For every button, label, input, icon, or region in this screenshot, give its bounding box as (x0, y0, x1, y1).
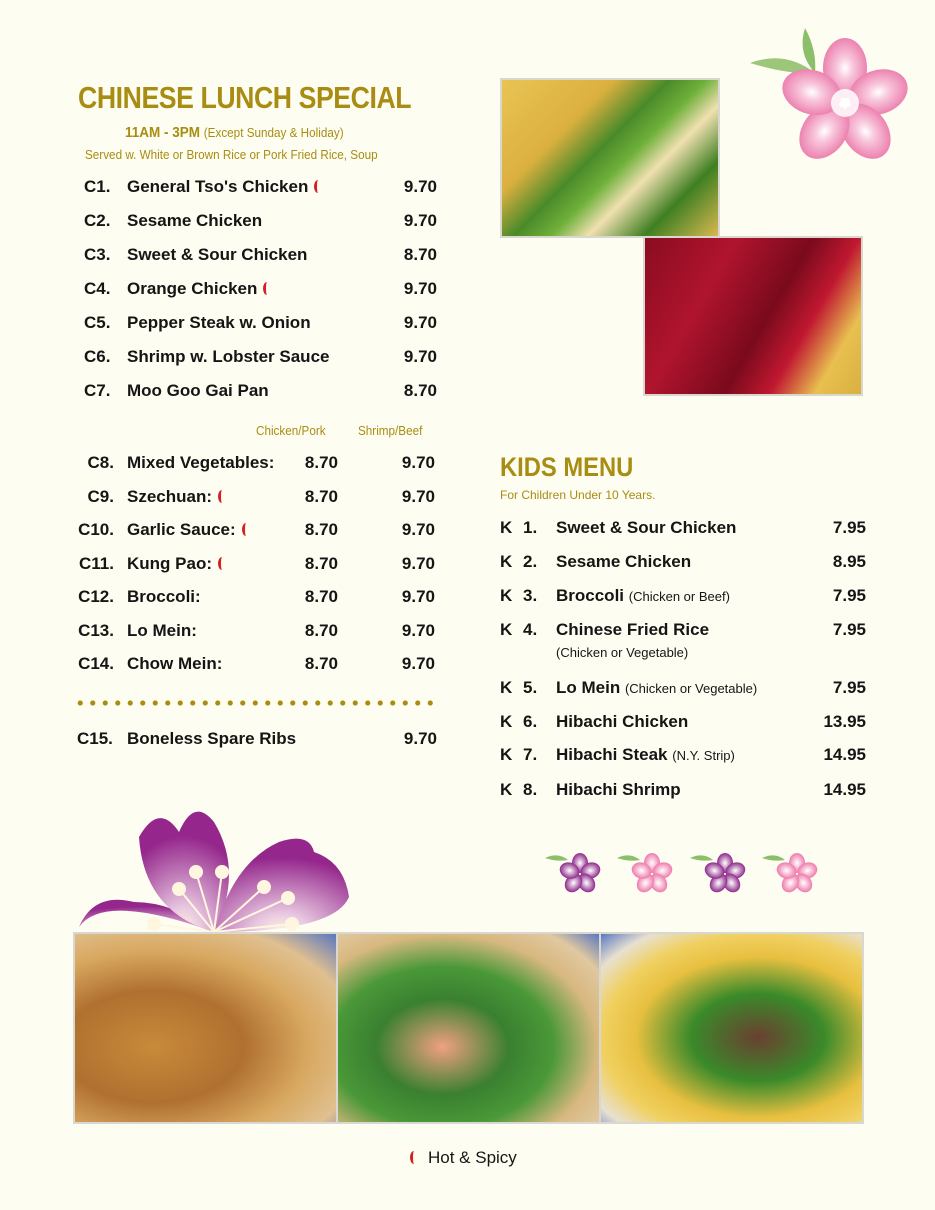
item-price: 9.70 (403, 279, 437, 298)
hours-text: 11AM - 3PM (125, 124, 201, 141)
menu-item (0, 654, 440, 676)
hours-note: (Except Sunday & Holiday) (203, 125, 344, 140)
pink-flower-icon (745, 25, 915, 165)
item-prefix: K (500, 552, 513, 571)
item-number: C8. (87, 453, 114, 472)
item-number: C14. (78, 654, 114, 673)
item-name-wrap (127, 381, 269, 401)
menu-item (0, 245, 440, 267)
legend-label: Hot & Spicy (428, 1148, 517, 1167)
kids-menu-item (0, 518, 868, 540)
item-price-shrimp-beef: 9.70 (401, 620, 435, 640)
item-price: 7.95 (832, 518, 866, 537)
item-name: Mixed Vegetables: (127, 453, 275, 472)
chili-pepper-icon (314, 180, 322, 193)
item-number: C13. (78, 620, 114, 640)
flower-row-icon (540, 840, 830, 900)
menu-item (0, 381, 440, 403)
kids-menu-item (0, 586, 868, 608)
item-number: C10. (78, 520, 114, 539)
item-price-shrimp-beef: 9.70 (401, 553, 435, 573)
item-price: 7.95 (832, 586, 866, 605)
item-price: 9.70 (403, 729, 437, 748)
item-number: 2. (523, 552, 538, 571)
item-name-wrap (556, 620, 709, 640)
item-name: Pepper Steak w. Onion (127, 313, 311, 332)
item-name: Garlic Sauce: (127, 520, 236, 539)
kids-menu-item (0, 745, 868, 767)
item-name-wrap (556, 745, 735, 765)
food-photo-orange-beef (643, 236, 863, 396)
item-name-wrap (127, 177, 322, 197)
kids-menu-item (0, 620, 868, 660)
kids-menu-item (0, 712, 868, 734)
item-name: Broccoli: (127, 587, 201, 606)
item-number: C11. (79, 553, 114, 573)
item-number: C2. (84, 211, 111, 230)
item-price: 14.95 (823, 745, 866, 764)
dotted-divider (74, 700, 436, 706)
item-number: 7. (523, 745, 538, 764)
item-price: 8.70 (403, 381, 437, 400)
item-name: Broccoli (556, 586, 625, 605)
item-name-wrap (127, 211, 262, 231)
item-name: Hibachi Chicken (556, 712, 689, 731)
item-note: (Chicken or Beef) (628, 589, 730, 604)
item-prefix: K (500, 712, 513, 731)
item-name: Orange Chicken (127, 279, 258, 298)
item-name: Sweet & Sour Chicken (556, 518, 737, 537)
menu-item (0, 347, 440, 369)
item-name-wrap (127, 654, 222, 674)
menu-item (0, 211, 440, 233)
item-name: Kung Pao: (127, 553, 212, 573)
item-name: Shrimp w. Lobster Sauce (127, 347, 330, 366)
item-name-wrap (127, 245, 307, 265)
item-name: Hibachi Steak (556, 745, 668, 764)
item-price-chicken-pork: 8.70 (304, 587, 338, 606)
kids-menu-item (0, 678, 868, 700)
item-number: C15. (77, 729, 113, 748)
item-name-wrap (556, 712, 688, 732)
item-name: Lo Mein (556, 678, 621, 697)
item-name-wrap (127, 487, 226, 507)
purple-flower-icon (74, 792, 354, 937)
item-price-chicken-pork: 8.70 (304, 453, 338, 472)
served-with-note: Served w. White or Brown Rice or Pork Fried Rice, Soup (85, 147, 378, 162)
item-number: C12. (78, 587, 114, 606)
item-number: C1. (84, 177, 111, 196)
food-photo-shrimp-broccoli (336, 932, 601, 1124)
lunch-special-title: CHINESE LUNCH SPECIAL (78, 80, 412, 115)
item-price: 7.95 (832, 620, 866, 639)
chili-pepper-icon (263, 282, 271, 295)
item-name: Hibachi Shrimp (556, 780, 681, 799)
menu-item (0, 453, 440, 475)
item-name-wrap (127, 347, 329, 367)
item-note: (N.Y. Strip) (672, 748, 735, 763)
item-name: Sweet & Sour Chicken (127, 245, 308, 264)
item-name-wrap (556, 552, 691, 572)
item-prefix: K (500, 620, 513, 639)
item-name-wrap (127, 313, 311, 333)
chili-pepper-icon (410, 1151, 418, 1164)
item-price-shrimp-beef: 9.70 (401, 520, 435, 539)
item-name: Chinese Fried Rice (556, 620, 710, 639)
item-price: 7.95 (832, 678, 866, 697)
item-name-wrap (127, 279, 271, 299)
item-name-wrap (556, 678, 757, 698)
item-name: Chow Mein: (127, 654, 223, 673)
item-name: Lo Mein: (127, 620, 197, 640)
item-name: Moo Goo Gai Pan (127, 381, 269, 400)
item-number: C3. (84, 245, 111, 264)
item-price: 9.70 (403, 211, 437, 230)
item-name-wrap (556, 518, 736, 538)
item-price: 14.95 (823, 780, 866, 799)
food-photo-pepper-steak (599, 932, 864, 1124)
kids-menu-item (0, 552, 868, 574)
menu-item (0, 487, 440, 509)
column-header-shrimp-beef: Shrimp/Beef (358, 423, 423, 438)
lunch-hours (125, 124, 344, 141)
item-number: 5. (523, 678, 538, 697)
item-prefix: K (500, 780, 513, 799)
item-name-wrap (556, 780, 681, 800)
item-price-chicken-pork: 8.70 (304, 520, 338, 539)
item-prefix: K (500, 745, 513, 764)
item-name: Sesame Chicken (127, 211, 263, 230)
item-number: C7. (84, 381, 111, 400)
food-photo-lo-mein-fried-rice (73, 932, 338, 1124)
item-note-below: (Chicken or Vegetable) (556, 645, 689, 660)
item-number: C6. (84, 347, 111, 366)
item-price-shrimp-beef: 9.70 (401, 654, 435, 673)
item-price: 9.70 (403, 313, 437, 332)
item-number: C9. (87, 486, 114, 506)
menu-item (0, 279, 440, 301)
item-price-shrimp-beef: 9.70 (401, 453, 435, 472)
item-price: 8.70 (403, 245, 437, 264)
item-number: 4. (523, 620, 538, 639)
spicy-legend (410, 1148, 517, 1168)
item-price-chicken-pork: 8.70 (304, 486, 338, 506)
item-prefix: K (500, 586, 513, 605)
item-price-chicken-pork: 8.70 (304, 654, 338, 673)
item-price: 9.70 (403, 177, 437, 196)
item-price: 8.95 (832, 552, 866, 571)
item-name-wrap (127, 453, 274, 473)
item-price-chicken-pork: 8.70 (304, 620, 338, 640)
item-number: 6. (523, 712, 538, 731)
column-header-chicken-pork: Chicken/Pork (256, 423, 326, 438)
food-photo-broccoli-chicken (500, 78, 720, 238)
item-number: C5. (84, 313, 111, 332)
item-name: Sesame Chicken (556, 552, 692, 571)
item-name-wrap (556, 586, 730, 606)
item-prefix: K (500, 678, 513, 697)
item-name: Boneless Spare Ribs (127, 729, 297, 748)
item-price: 9.70 (403, 347, 437, 366)
item-price-shrimp-beef: 9.70 (401, 486, 435, 506)
item-number: 1. (523, 518, 538, 537)
item-name: Szechuan: (127, 486, 213, 506)
item-name: General Tso's Chicken (127, 177, 309, 196)
chili-pepper-icon (218, 490, 226, 503)
item-number: 8. (523, 780, 538, 799)
menu-item (0, 177, 440, 199)
item-note: (Chicken or Vegetable) (624, 681, 758, 696)
item-prefix: K (500, 518, 513, 537)
item-price: 13.95 (823, 712, 866, 731)
item-price-chicken-pork: 8.70 (304, 553, 338, 573)
item-number: C4. (84, 279, 111, 298)
item-number: 3. (523, 586, 538, 605)
menu-item (0, 313, 440, 335)
item-price-shrimp-beef: 9.70 (401, 587, 435, 606)
kids-menu-title: KIDS MENU (500, 452, 634, 482)
kids-menu-subtitle: For Children Under 10 Years. (500, 488, 656, 502)
